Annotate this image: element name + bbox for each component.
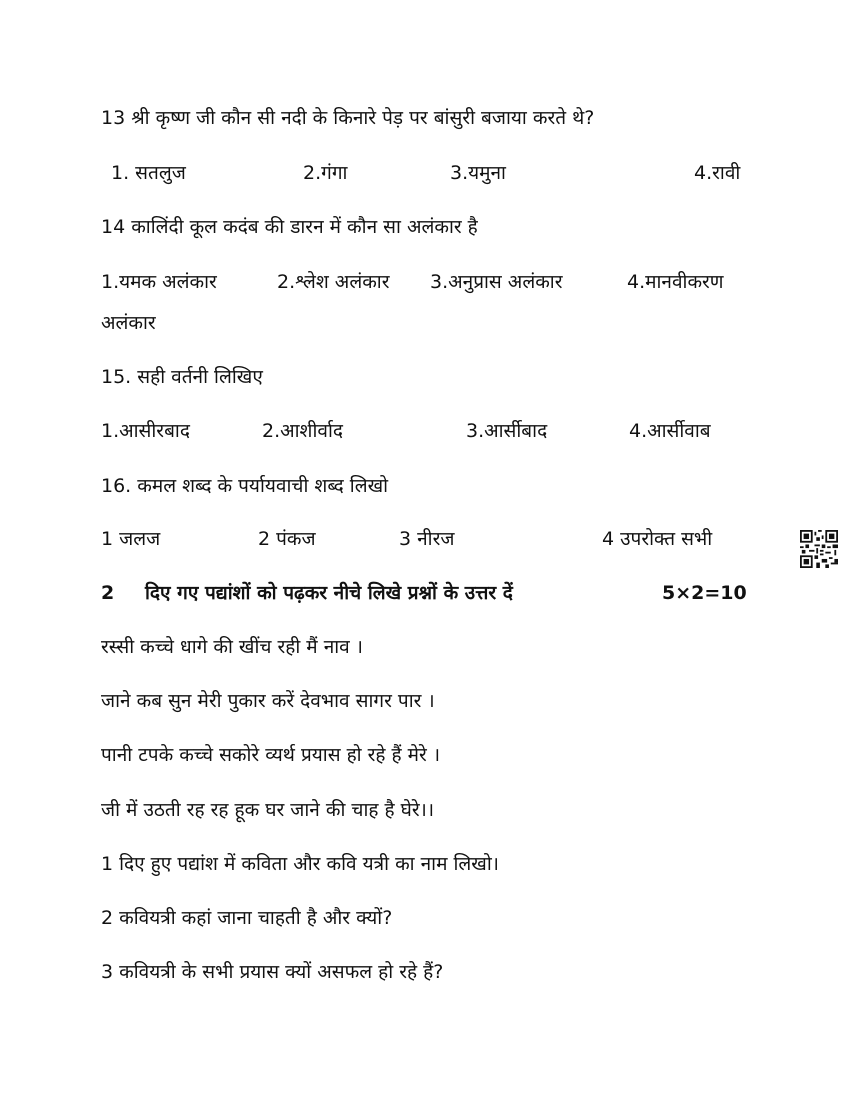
question-13-option-3: 3.यमुना <box>450 162 506 184</box>
question-14-option-3: 3.अनुप्रास अलंकार <box>430 271 563 293</box>
question-15-text: 15. सही वर्तनी लिखिए <box>101 366 263 388</box>
question-14-option-1: 1.यमक अलंकार <box>101 271 217 293</box>
question-16-option-3: 3 नीरज <box>399 528 455 550</box>
question-13-text: 13 श्री कृष्ण जी कौन सी नदी के किनारे पेड़ पर बांसुरी बजाया करते थे? <box>101 107 595 129</box>
question-14-text: 14 कालिंदी कूल कदंब की डारन में कौन सा अलंकार है <box>101 216 478 238</box>
question-16-option-2: 2 पंकज <box>258 528 316 550</box>
question-15-option-1: 1.आसीरबाद <box>101 420 190 442</box>
question-13-option-2: 2.गंगा <box>303 162 348 184</box>
section-2-number: 2 <box>101 582 115 604</box>
question-14-option-2: 2.श्लेश अलंकार <box>277 271 390 293</box>
question-14-option-4-continued: अलंकार <box>101 312 156 334</box>
section-2-marks: 5×2=10 <box>662 582 747 604</box>
question-14-option-4: 4.मानवीकरण <box>627 271 724 293</box>
question-16-text: 16. कमल शब्द के पर्यायवाची शब्द लिखो <box>101 475 389 497</box>
question-16-option-4: 4 उपरोक्त सभी <box>602 528 713 550</box>
question-15-option-4: 4.आर्सीवाब <box>629 420 711 442</box>
question-13-option-1: 1. सतलुज <box>111 162 186 184</box>
question-15-option-3: 3.आर्सीबाद <box>466 420 548 442</box>
question-16-option-1: 1 जलज <box>101 528 161 550</box>
qr-code-icon <box>800 530 838 568</box>
section-2-heading: दिए गए पद्यांशों को पढ़कर नीचे लिखे प्रश्नों के उत्तर दें <box>145 582 513 604</box>
poem-line-2: जाने कब सुन मेरी पुकार करें देवभाव सागर पार । <box>101 690 435 712</box>
poem-line-1: रस्सी कच्चे धागे की खींच रही मैं नाव । <box>101 636 363 658</box>
poem-line-4: जी में उठती रह रह हूक घर जाने की चाह है घेरे।। <box>101 799 435 821</box>
question-15-option-2: 2.आशीर्वाद <box>262 420 343 442</box>
poem-line-3: पानी टपके कच्चे सकोरे व्यर्थ प्रयास हो रहे हैं मेरे । <box>101 744 441 766</box>
question-13-option-4: 4.रावी <box>694 162 741 184</box>
sub-question-1: 1 दिए हुए पद्यांश में कविता और कवि यत्री का नाम लिखो। <box>101 853 499 875</box>
sub-question-2: 2 कवियत्री कहां जाना चाहती है और क्यों? <box>101 907 393 929</box>
sub-question-3: 3 कवियत्री के सभी प्रयास क्यों असफल हो रहे हैं? <box>101 961 444 983</box>
